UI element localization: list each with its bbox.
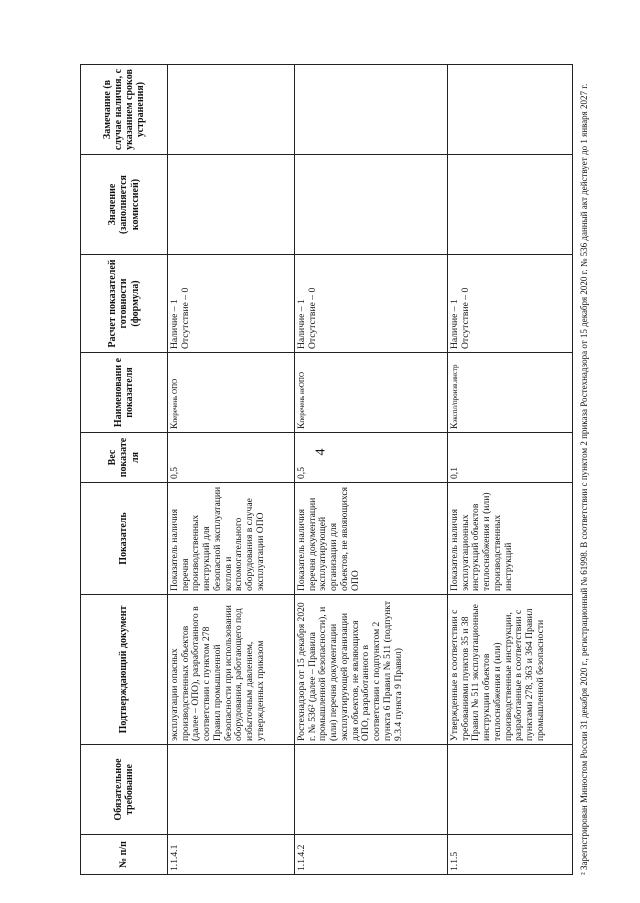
cell-formula: Наличие – 1 Отсутствие – 0 xyxy=(448,255,573,353)
header-indicator: Показатель xyxy=(81,483,168,595)
cell-remark xyxy=(448,65,573,155)
cell-document: Утвержденные в соответствии с требованиями пунктов 35 и 38 Правил № 511 эксплуатационные инструкции объектов теплоснабжения и (или) производственные инструкции, разработанные в соответствии с пунктами 278, 363 и 364 Правил промышленной безопасности xyxy=(448,595,573,745)
cell-value xyxy=(448,155,573,255)
name-sub: экспл/произв.инстр xyxy=(451,364,459,423)
rotated-table-area xyxy=(80,65,589,875)
table-header-row xyxy=(81,65,168,875)
name-main: К xyxy=(449,422,460,429)
cell-formula: Наличие – 1 Отсутствие – 0 xyxy=(168,255,295,353)
page-number: 4 xyxy=(313,448,329,456)
cell-formula: Наличие – 1 Отсутствие – 0 xyxy=(295,255,448,353)
cell-weight: 0,1 xyxy=(448,433,573,483)
cell-num: 1.1.5 xyxy=(448,835,573,875)
header-name: Наименовани е показателя xyxy=(81,353,168,433)
cell-value xyxy=(168,155,295,255)
table-row xyxy=(448,65,573,875)
name-sub: перечень ОПО xyxy=(171,378,179,423)
cell-remark xyxy=(168,65,295,155)
name-main: К xyxy=(296,422,307,429)
header-requirement: Обязательное требование xyxy=(81,745,168,835)
cell-indicator: Показатель наличия эксплуатационных инструкций объектов теплоснабжения и (или) производственных инструкций xyxy=(448,483,573,595)
cell-requirement xyxy=(448,745,573,835)
cell-document: эксплуатации опасных производственных объектов (далее – ОПО), разработанного в соответствии с пунктом 278 Правил промышленной безопасности при использовании оборудования, работающего под избыточным давлением, утвержденных приказом xyxy=(168,595,295,745)
cell-value xyxy=(295,155,448,255)
cell-num: 1.1.4.1 xyxy=(168,835,295,875)
cell-num: 1.1.4.2 xyxy=(295,835,448,875)
cell-name xyxy=(448,353,573,433)
table-row xyxy=(168,65,295,875)
header-formula: Расчет показателей готовности (формула) xyxy=(81,255,168,353)
requirements-table xyxy=(80,64,573,875)
cell-indicator: Показатель наличия перечня производственных инструкций для безопасной эксплуатации котлов и вспомогательного оборудования в случае эксплуатации ОПО xyxy=(168,483,295,595)
cell-weight: 0,5 xyxy=(295,433,448,483)
cell-indicator: Показатель наличия перечня документации эксплуатирующей организации для объектов, не являющихся ОПО xyxy=(295,483,448,595)
footnote: ² Зарегистрирован Минюстом России 31 декабря 2020 г., регистрационный № 61998. В соответствии с пунктом 2 приказа Ростехнадзора от 15 декабря 2020 г. № 536 данный акт действует до 1 января 2027 г. xyxy=(579,83,589,875)
header-value: Значение (заполняется комиссией) xyxy=(81,155,168,255)
header-document: Подтверждающий документ xyxy=(81,595,168,745)
name-sub: перечень неОПО xyxy=(298,371,306,423)
cell-name xyxy=(168,353,295,433)
cell-name xyxy=(295,353,448,433)
cell-requirement xyxy=(168,745,295,835)
header-weight: Вес показателя xyxy=(81,433,168,483)
cell-requirement xyxy=(295,745,448,835)
cell-remark xyxy=(295,65,448,155)
cell-weight: 0,5 xyxy=(168,433,295,483)
header-num: № п/п xyxy=(81,835,168,875)
header-remark: Замечание (в случае наличия, с указанием сроков устранения) xyxy=(81,65,168,155)
cell-document: Ростехнадзора от 15 декабря 2020 г. № 536² (далее – Правила промышленной безопасности), и (или) перечня документации эксплуатирующей организации для объектов, не являющихся ОПО, разработанного в соответствии с подпунктом 2 пункта 6 Правил № 511 (подпункт 9.3.4 пункта 9 Правил) xyxy=(295,595,448,745)
name-main: К xyxy=(169,422,180,429)
table-row xyxy=(295,65,448,875)
